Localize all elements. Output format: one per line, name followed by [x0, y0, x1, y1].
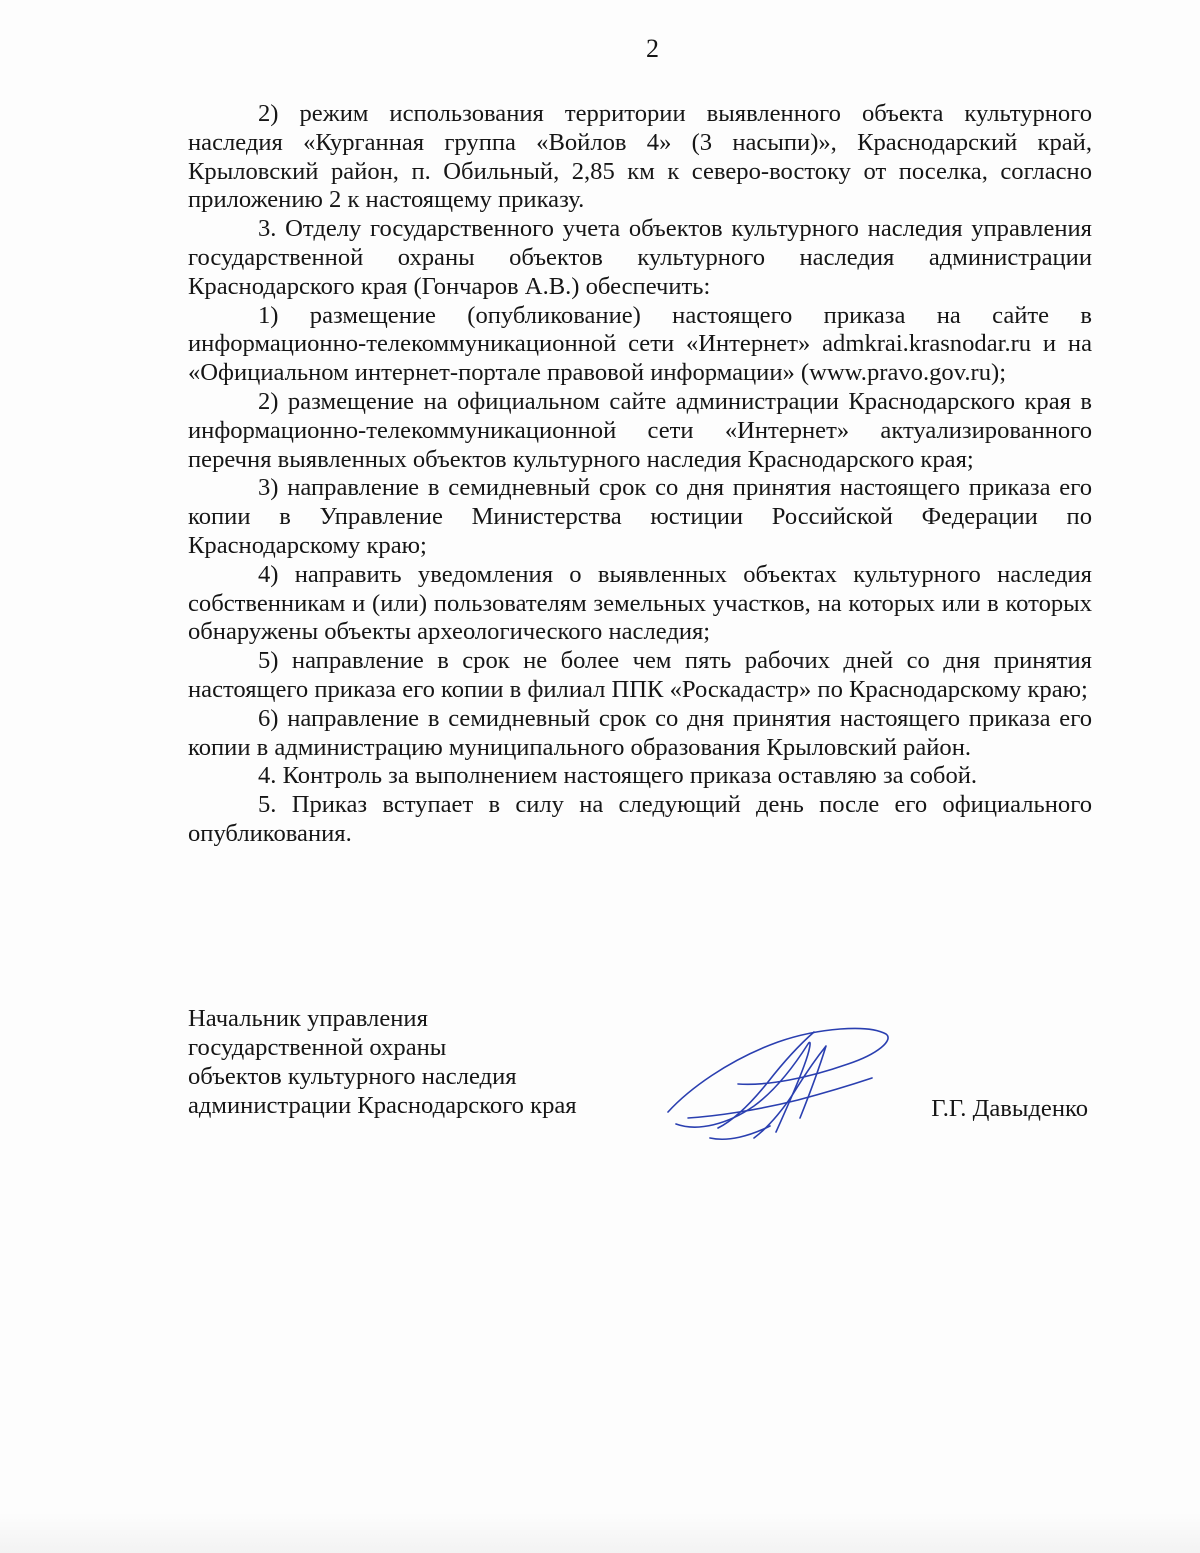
signatory-name: Г.Г. Давыденко	[931, 1095, 1088, 1122]
document-body	[188, 100, 1092, 849]
paragraph-registry-department: 3. Отделу государственного учета объектов культурного наследия управления государственной охраны объектов культурного наследия администрации Краснодарского края (Гончаров А.В.) обеспечить:	[188, 215, 1092, 300]
paragraph-official-site: 2) размещение на официальном сайте администрации Краснодарского края в информационно-телекоммуникационной сети «Интернет» актуализированного перечня выявленных объектов культурного наследия Краснодарского края;	[188, 387, 1092, 473]
handwritten-signature	[658, 1020, 898, 1150]
paragraph-ministry-justice: 3) направление в семидневный срок со дня принятия настоящего приказа его копии в Управление Министерства юстиции Российской Федерации по Краснодарскому краю;	[188, 474, 1092, 559]
page-number: 2	[646, 34, 659, 63]
paragraph-roskadastr: 5) направление в срок не более чем пять рабочих дней со дня принятия настоящего приказа его копии в филиал ППК «Роскадастр» по Краснодарскому краю;	[188, 647, 1092, 703]
paragraph-municipal-administration: 6) направление в семидневный срок со дня принятия настоящего приказа его копии в администрацию муниципального образования Крыловский район.	[188, 704, 1092, 761]
paragraph-publication: 1) размещение (опубликование) настоящего приказа на сайте в информационно-телекоммуникационной сети «Интернет» admkrai.krasnodar.ru и на «Официальном интернет-портале правовой информации» (www.pravo.gov.ru);	[188, 301, 1092, 387]
signatory-position	[188, 1004, 577, 1120]
signature-block	[188, 1004, 1092, 1164]
paragraph-control: 4. Контроль за выполнением настоящего приказа оставляю за собой.	[258, 762, 978, 790]
position-line: государственной охраны	[188, 1034, 447, 1061]
position-line: администрации Краснодарского края	[188, 1092, 577, 1119]
position-line: объектов культурного наследия	[188, 1063, 517, 1090]
scan-bottom-shading	[0, 1513, 1200, 1553]
paragraph-territory-regime: 2) режим использования территории выявленного объекта культурного наследия «Курганная группа «Войлов 4» (3 насыпи)», Краснодарский край, Крыловский район, п. Обильный, 2,85 км к северо-востоку от поселка, согласно приложению 2 к настоящему приказу.	[188, 100, 1092, 214]
position-line: Начальник управления	[188, 1005, 428, 1032]
paragraph-notifications: 4) направить уведомления о выявленных объектах культурного наследия собственникам и (или) пользователям земельных участков, на которых или в которых обнаружены объекты археологического наследия;	[188, 560, 1092, 646]
paragraph-entry-into-force: 5. Приказ вступает в силу на следующий день после его официального опубликования.	[188, 791, 1092, 847]
